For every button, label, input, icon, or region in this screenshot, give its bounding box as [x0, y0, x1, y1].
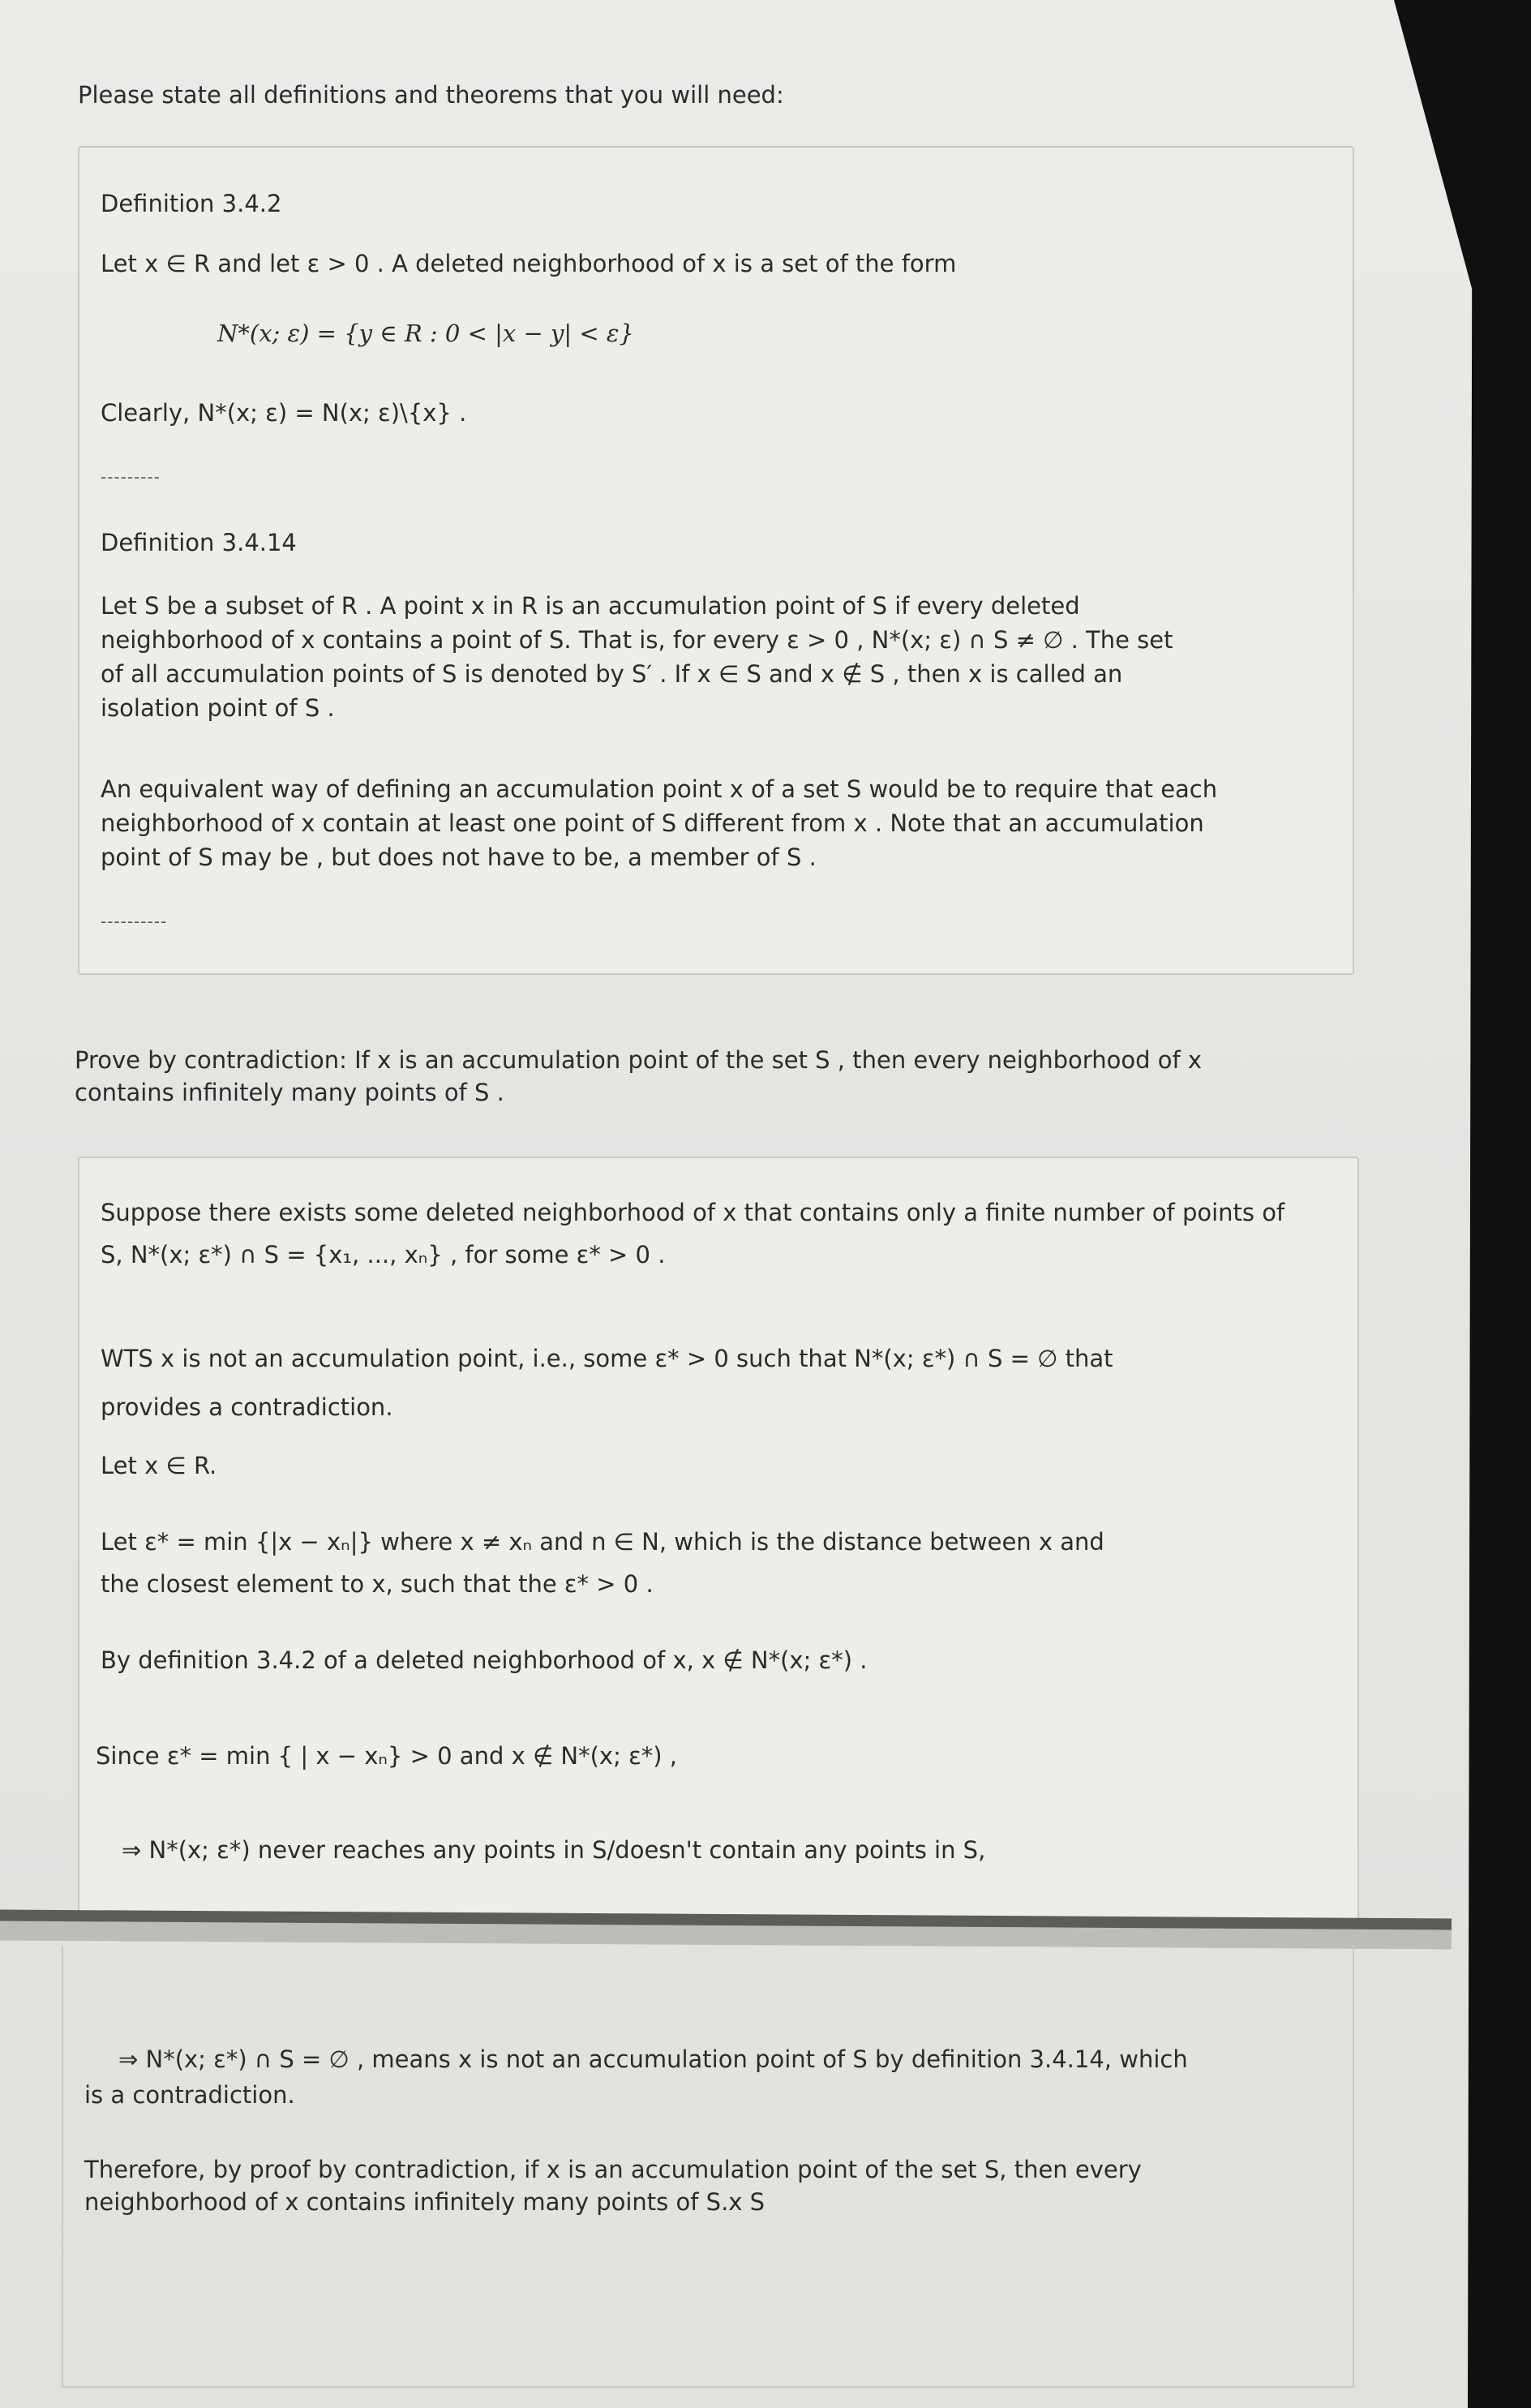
def2-line7: point of S may be , but does not have to be, a member of S . [101, 843, 817, 871]
proof-p8b: is a contradiction. [84, 2081, 295, 2109]
proof-p8a: ⇒ N*(x; ε*) ∩ S = ∅ , means x is not an accumulation point of S by definition 3.4.14, which [118, 2045, 1188, 2073]
def2-line3: of all accumulation points of S is denoted by S′ . If x ∈ S and x ∉ S , then x is called an [101, 660, 1123, 688]
proof-p3: Let x ∈ R. [101, 1452, 217, 1479]
proof-p6: Since ε* = min { | x − xₙ} > 0 and x ∉ N*(x; ε*) , [96, 1742, 678, 1770]
def1-formula: N*(x; ε) = {y ∈ R : 0 < |x − y| < ε} [217, 320, 634, 347]
proof-p2b: provides a contradiction. [101, 1393, 393, 1421]
problem-line2: contains infinitely many points of S . [75, 1079, 504, 1106]
def2-line6: neighborhood of x contain at least one point of S different from x . Note that an accumulation [101, 809, 1204, 837]
def2-separator: ---------- [101, 912, 168, 931]
def2-line4: isolation point of S . [101, 694, 335, 722]
proof-p4a: Let ε* = min {|x − xₙ|} where x ≠ xₙ and n ∈ N, which is the distance between x and [101, 1528, 1104, 1556]
def2-line2: neighborhood of x contains a point of S. That is, for every ε > 0 , N*(x; ε) ∩ S ≠ ∅ . The set [101, 626, 1173, 654]
def1-separator: --------- [101, 467, 161, 487]
proof-p2a: WTS x is not an accumulation point, i.e., some ε* > 0 such that N*(x; ε*) ∩ S = ∅ that [101, 1345, 1113, 1372]
instruction-text: Please state all definitions and theorems that you will need: [78, 81, 784, 109]
def1-line1: Let x ∈ R and let ε > 0 . A deleted neighborhood of x is a set of the form [101, 250, 957, 277]
proof-p9a: Therefore, by proof by contradiction, if x is an accumulation point of the set S, then every [84, 2156, 1142, 2183]
proof-p9b: neighborhood of x contains infinitely many points of S.x S [84, 2188, 766, 2216]
def2-title: Definition 3.4.14 [101, 529, 297, 556]
proof-p1a: Suppose there exists some deleted neighborhood of x that contains only a finite number of points of [101, 1199, 1285, 1226]
def1-line2: Clearly, N*(x; ε) = N(x; ε)\{x} . [101, 399, 467, 427]
problem-line1: Prove by contradiction: If x is an accumulation point of the set S , then every neighborhood of x [75, 1046, 1203, 1074]
proof-p4b: the closest element to x, such that the ε* > 0 . [101, 1570, 654, 1598]
proof-p7: ⇒ N*(x; ε*) never reaches any points in S/doesn't contain any points in S, [122, 1836, 986, 1864]
def2-line1: Let S be a subset of R . A point x in R is an accumulation point of S if every deleted [101, 592, 1080, 620]
proof-p1b: S, N*(x; ε*) ∩ S = {x₁, ..., xₙ} , for some ε* > 0 . [101, 1241, 666, 1268]
def2-line5: An equivalent way of defining an accumulation point x of a set S would be to require that each [101, 775, 1218, 803]
def1-title: Definition 3.4.2 [101, 190, 282, 217]
proof-p5: By definition 3.4.2 of a deleted neighborhood of x, x ∉ N*(x; ε*) . [101, 1646, 868, 1674]
